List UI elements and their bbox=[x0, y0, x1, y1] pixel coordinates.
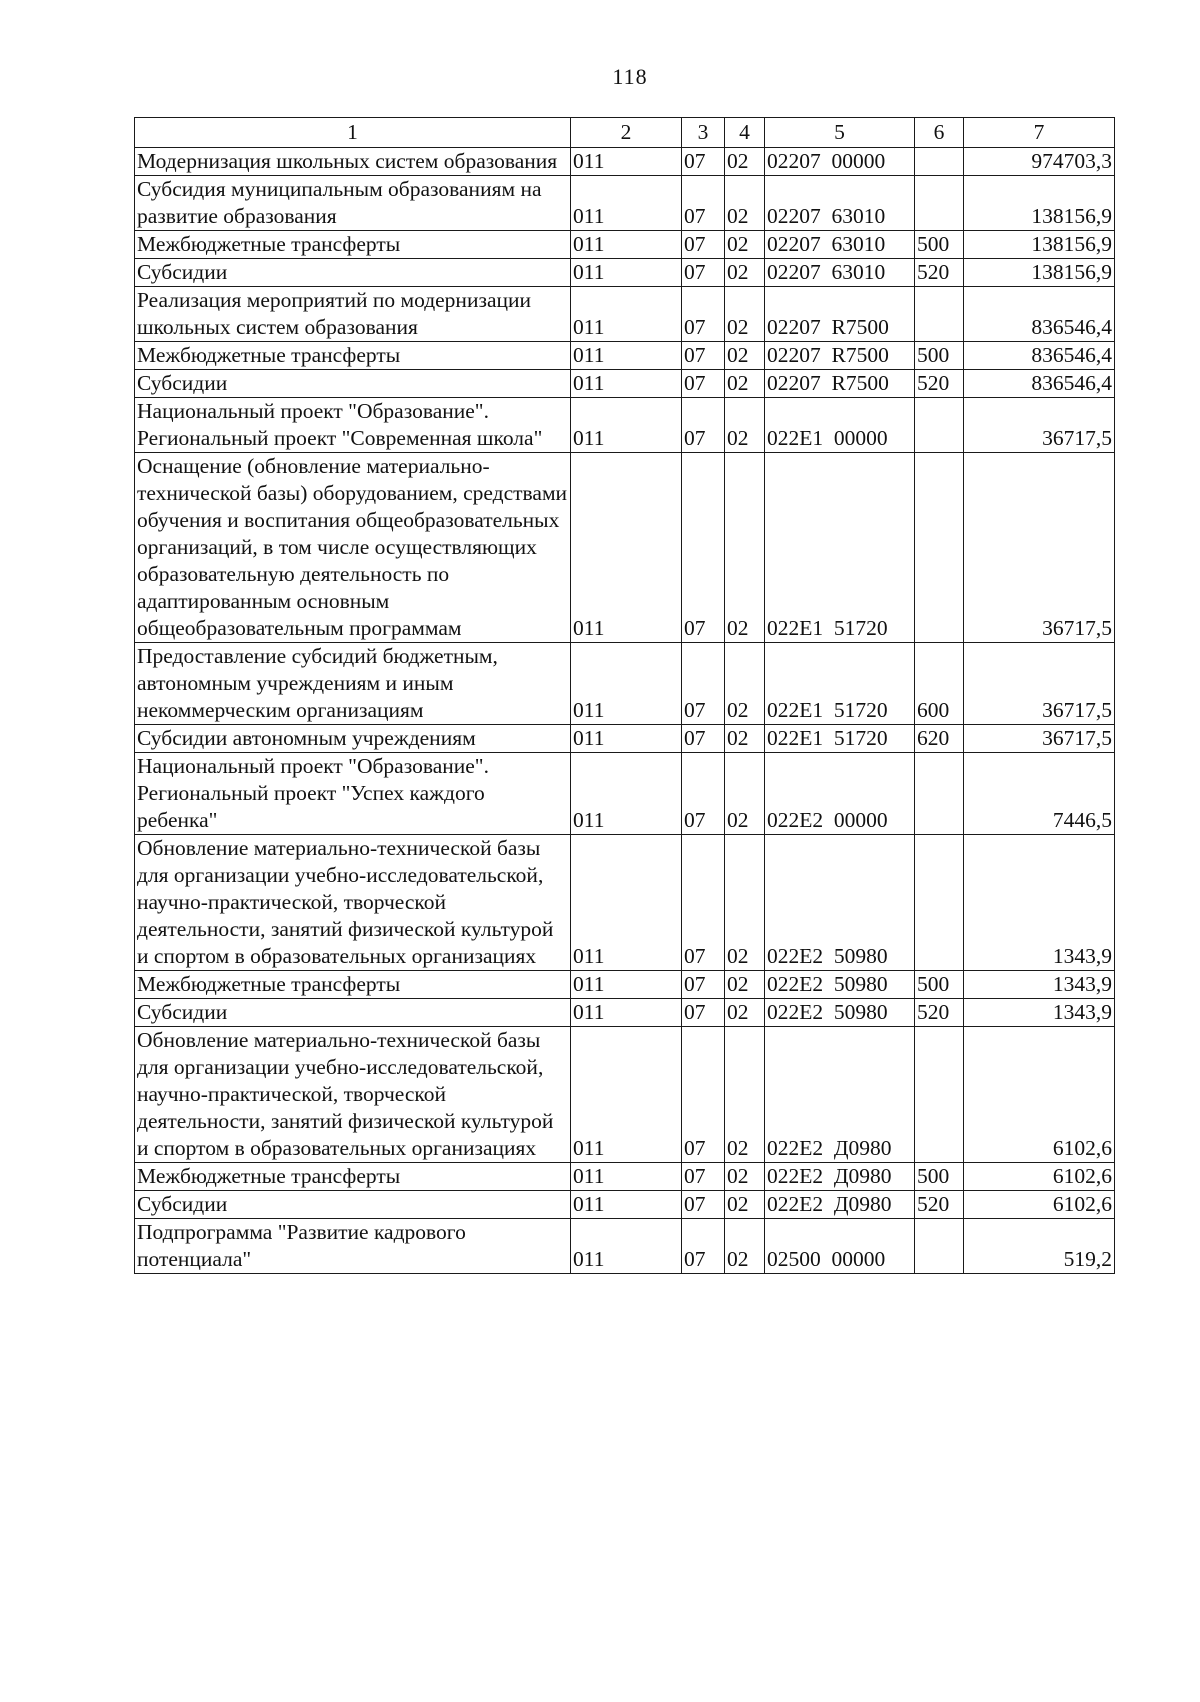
row-target-article: 022E2 Д0980 bbox=[765, 1163, 915, 1191]
row-expense-type bbox=[915, 1027, 964, 1163]
row-ministry-code: 011 bbox=[571, 999, 682, 1027]
row-target-article: 022E1 00000 bbox=[765, 398, 915, 453]
row-amount: 36717,5 bbox=[964, 398, 1115, 453]
table-body bbox=[135, 148, 1115, 1274]
row-subsection-code: 02 bbox=[725, 398, 765, 453]
row-target-article: 02500 00000 bbox=[765, 1219, 915, 1274]
row-amount: 6102,6 bbox=[964, 1191, 1115, 1219]
row-description: Подпрограмма "Развитие кадрового потенциала" bbox=[135, 1219, 571, 1274]
row-target-article: 022E1 51720 bbox=[765, 643, 915, 725]
row-section-code: 07 bbox=[682, 453, 725, 643]
row-description: Субсидия муниципальным образованиям на развитие образования bbox=[135, 176, 571, 231]
row-ministry-code: 011 bbox=[571, 370, 682, 398]
row-target-article: 02207 00000 bbox=[765, 148, 915, 176]
row-description: Межбюджетные трансферты bbox=[135, 971, 571, 999]
row-expense-type bbox=[915, 287, 964, 342]
table-row bbox=[135, 1191, 1115, 1219]
row-section-code: 07 bbox=[682, 1191, 725, 1219]
row-target-article: 022E2 50980 bbox=[765, 999, 915, 1027]
row-expense-type: 500 bbox=[915, 1163, 964, 1191]
row-section-code: 07 bbox=[682, 643, 725, 725]
table-row bbox=[135, 287, 1115, 342]
row-amount: 36717,5 bbox=[964, 725, 1115, 753]
row-ministry-code: 011 bbox=[571, 398, 682, 453]
header-col-7: 7 bbox=[964, 118, 1115, 148]
row-ministry-code: 011 bbox=[571, 1219, 682, 1274]
row-amount: 7446,5 bbox=[964, 753, 1115, 835]
row-ministry-code: 011 bbox=[571, 835, 682, 971]
row-subsection-code: 02 bbox=[725, 342, 765, 370]
row-ministry-code: 011 bbox=[571, 176, 682, 231]
table-row bbox=[135, 148, 1115, 176]
table-header bbox=[135, 118, 1115, 148]
row-amount: 836546,4 bbox=[964, 370, 1115, 398]
row-amount: 36717,5 bbox=[964, 453, 1115, 643]
page-number: 118 bbox=[612, 64, 648, 89]
row-amount: 836546,4 bbox=[964, 287, 1115, 342]
row-subsection-code: 02 bbox=[725, 1219, 765, 1274]
table-row bbox=[135, 835, 1115, 971]
row-subsection-code: 02 bbox=[725, 287, 765, 342]
table-row bbox=[135, 398, 1115, 453]
row-ministry-code: 011 bbox=[571, 287, 682, 342]
row-description: Субсидии bbox=[135, 370, 571, 398]
header-col-1: 1 bbox=[135, 118, 571, 148]
row-amount: 1343,9 bbox=[964, 999, 1115, 1027]
row-subsection-code: 02 bbox=[725, 753, 765, 835]
row-subsection-code: 02 bbox=[725, 1027, 765, 1163]
row-ministry-code: 011 bbox=[571, 971, 682, 999]
row-expense-type: 520 bbox=[915, 999, 964, 1027]
row-amount: 36717,5 bbox=[964, 643, 1115, 725]
row-expense-type: 500 bbox=[915, 231, 964, 259]
row-amount: 6102,6 bbox=[964, 1163, 1115, 1191]
row-section-code: 07 bbox=[682, 835, 725, 971]
row-subsection-code: 02 bbox=[725, 176, 765, 231]
budget-table bbox=[134, 117, 1115, 1274]
row-subsection-code: 02 bbox=[725, 259, 765, 287]
row-section-code: 07 bbox=[682, 370, 725, 398]
header-col-6: 6 bbox=[915, 118, 964, 148]
row-target-article: 022E2 50980 bbox=[765, 971, 915, 999]
row-expense-type: 500 bbox=[915, 971, 964, 999]
row-subsection-code: 02 bbox=[725, 999, 765, 1027]
row-ministry-code: 011 bbox=[571, 453, 682, 643]
row-description: Оснащение (обновление материально-технической базы) оборудованием, средствами обучения и воспитания общеобразовательных организаций, в том числе осуществляющих образовательную деятельность по адаптированным основным общеобразовательным программам bbox=[135, 453, 571, 643]
row-subsection-code: 02 bbox=[725, 835, 765, 971]
row-subsection-code: 02 bbox=[725, 1163, 765, 1191]
row-description: Обновление материально-технической базы для организации учебно-исследовательской, научно-практической, творческой деятельности, занятий физической культурой и спортом в образовательных организациях bbox=[135, 1027, 571, 1163]
row-description: Межбюджетные трансферты bbox=[135, 1163, 571, 1191]
table-row bbox=[135, 1163, 1115, 1191]
row-description: Национальный проект "Образование". Региональный проект "Современная школа" bbox=[135, 398, 571, 453]
row-section-code: 07 bbox=[682, 148, 725, 176]
row-amount: 6102,6 bbox=[964, 1027, 1115, 1163]
row-description: Обновление материально-технической базы для организации учебно-исследовательской, научно-практической, творческой деятельности, занятий физической культурой и спортом в образовательных организациях bbox=[135, 835, 571, 971]
row-subsection-code: 02 bbox=[725, 370, 765, 398]
row-ministry-code: 011 bbox=[571, 643, 682, 725]
row-ministry-code: 011 bbox=[571, 231, 682, 259]
row-amount: 1343,9 bbox=[964, 835, 1115, 971]
row-section-code: 07 bbox=[682, 725, 725, 753]
row-section-code: 07 bbox=[682, 231, 725, 259]
row-target-article: 022E2 00000 bbox=[765, 753, 915, 835]
row-target-article: 02207 63010 bbox=[765, 259, 915, 287]
table-row bbox=[135, 1219, 1115, 1274]
row-description: Межбюджетные трансферты bbox=[135, 342, 571, 370]
header-row bbox=[135, 118, 1115, 148]
table-row bbox=[135, 259, 1115, 287]
row-expense-type: 620 bbox=[915, 725, 964, 753]
row-subsection-code: 02 bbox=[725, 231, 765, 259]
table-row bbox=[135, 231, 1115, 259]
row-expense-type bbox=[915, 148, 964, 176]
table-row bbox=[135, 999, 1115, 1027]
row-section-code: 07 bbox=[682, 287, 725, 342]
table-row bbox=[135, 753, 1115, 835]
table-row bbox=[135, 342, 1115, 370]
row-amount: 138156,9 bbox=[964, 231, 1115, 259]
row-target-article: 022E1 51720 bbox=[765, 453, 915, 643]
row-expense-type bbox=[915, 835, 964, 971]
row-ministry-code: 011 bbox=[571, 148, 682, 176]
row-description: Национальный проект "Образование". Региональный проект "Успех каждого ребенка" bbox=[135, 753, 571, 835]
row-expense-type bbox=[915, 753, 964, 835]
header-col-5: 5 bbox=[765, 118, 915, 148]
table-row bbox=[135, 453, 1115, 643]
row-section-code: 07 bbox=[682, 1163, 725, 1191]
row-expense-type bbox=[915, 398, 964, 453]
table-row bbox=[135, 971, 1115, 999]
table-row bbox=[135, 725, 1115, 753]
row-expense-type: 520 bbox=[915, 1191, 964, 1219]
row-expense-type: 600 bbox=[915, 643, 964, 725]
row-section-code: 07 bbox=[682, 342, 725, 370]
header-col-2: 2 bbox=[571, 118, 682, 148]
row-section-code: 07 bbox=[682, 259, 725, 287]
row-amount: 974703,3 bbox=[964, 148, 1115, 176]
row-amount: 138156,9 bbox=[964, 259, 1115, 287]
table-row bbox=[135, 643, 1115, 725]
row-description: Субсидии bbox=[135, 259, 571, 287]
row-subsection-code: 02 bbox=[725, 971, 765, 999]
row-target-article: 02207 63010 bbox=[765, 176, 915, 231]
row-subsection-code: 02 bbox=[725, 148, 765, 176]
row-target-article: 02207 R7500 bbox=[765, 370, 915, 398]
row-description: Реализация мероприятий по модернизации школьных систем образования bbox=[135, 287, 571, 342]
row-expense-type bbox=[915, 1219, 964, 1274]
row-target-article: 022E1 51720 bbox=[765, 725, 915, 753]
row-subsection-code: 02 bbox=[725, 643, 765, 725]
row-ministry-code: 011 bbox=[571, 1191, 682, 1219]
row-section-code: 07 bbox=[682, 999, 725, 1027]
row-expense-type: 520 bbox=[915, 259, 964, 287]
row-expense-type bbox=[915, 453, 964, 643]
row-subsection-code: 02 bbox=[725, 725, 765, 753]
row-description: Модернизация школьных систем образования bbox=[135, 148, 571, 176]
row-target-article: 022E2 Д0980 bbox=[765, 1191, 915, 1219]
row-target-article: 022E2 Д0980 bbox=[765, 1027, 915, 1163]
row-description: Субсидии автономным учреждениям bbox=[135, 725, 571, 753]
row-description: Предоставление субсидий бюджетным, автономным учреждениям и иным некоммерческим организациям bbox=[135, 643, 571, 725]
row-section-code: 07 bbox=[682, 1027, 725, 1163]
row-ministry-code: 011 bbox=[571, 753, 682, 835]
row-amount: 1343,9 bbox=[964, 971, 1115, 999]
row-expense-type bbox=[915, 176, 964, 231]
table-row bbox=[135, 176, 1115, 231]
row-subsection-code: 02 bbox=[725, 1191, 765, 1219]
row-amount: 138156,9 bbox=[964, 176, 1115, 231]
row-target-article: 022E2 50980 bbox=[765, 835, 915, 971]
row-amount: 519,2 bbox=[964, 1219, 1115, 1274]
row-ministry-code: 011 bbox=[571, 725, 682, 753]
table-row bbox=[135, 370, 1115, 398]
row-section-code: 07 bbox=[682, 398, 725, 453]
row-ministry-code: 011 bbox=[571, 1163, 682, 1191]
row-description: Субсидии bbox=[135, 1191, 571, 1219]
row-target-article: 02207 R7500 bbox=[765, 287, 915, 342]
row-section-code: 07 bbox=[682, 176, 725, 231]
row-ministry-code: 011 bbox=[571, 342, 682, 370]
header-col-4: 4 bbox=[725, 118, 765, 148]
row-amount: 836546,4 bbox=[964, 342, 1115, 370]
header-col-3: 3 bbox=[682, 118, 725, 148]
row-target-article: 02207 63010 bbox=[765, 231, 915, 259]
table-row bbox=[135, 1027, 1115, 1163]
row-ministry-code: 011 bbox=[571, 259, 682, 287]
row-ministry-code: 011 bbox=[571, 1027, 682, 1163]
row-section-code: 07 bbox=[682, 1219, 725, 1274]
row-subsection-code: 02 bbox=[725, 453, 765, 643]
row-description: Субсидии bbox=[135, 999, 571, 1027]
row-expense-type: 500 bbox=[915, 342, 964, 370]
row-section-code: 07 bbox=[682, 971, 725, 999]
row-target-article: 02207 R7500 bbox=[765, 342, 915, 370]
row-section-code: 07 bbox=[682, 753, 725, 835]
row-description: Межбюджетные трансферты bbox=[135, 231, 571, 259]
row-expense-type: 520 bbox=[915, 370, 964, 398]
